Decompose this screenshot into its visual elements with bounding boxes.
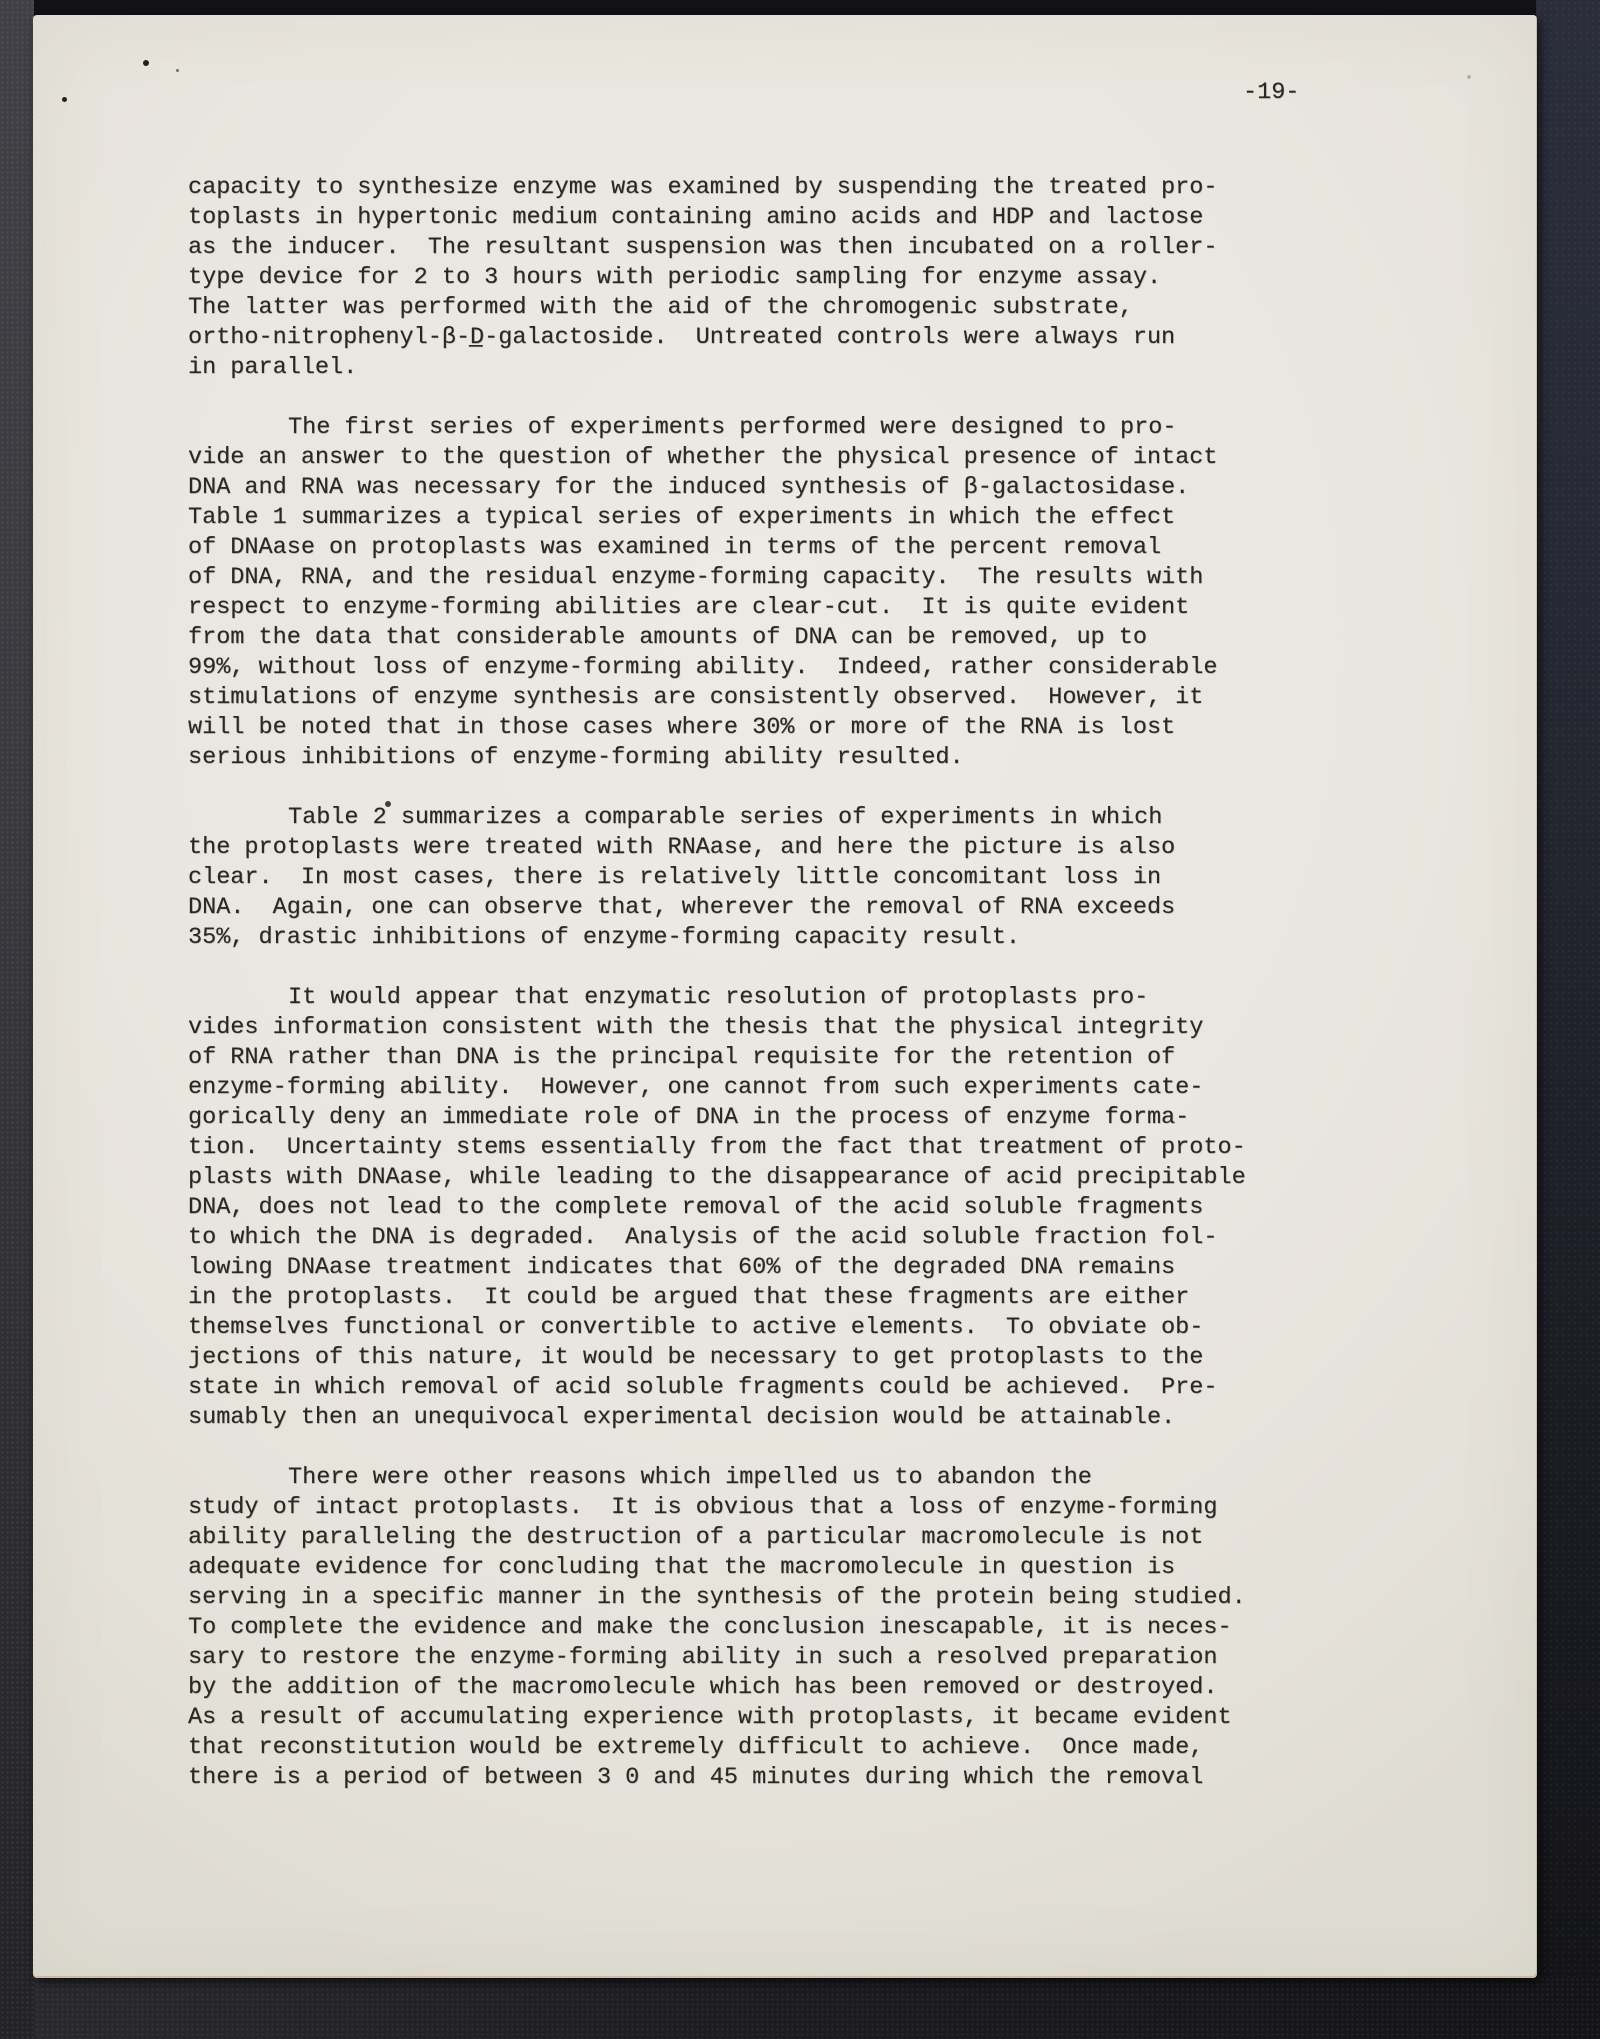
text-line: plasts with DNAase, while leading to the disappearance of acid precipitable — [188, 1164, 1246, 1191]
text-line: there is a period of between 3 0 and 45 minutes during which the removal — [188, 1764, 1204, 1791]
text-line: The first series of experiments performed were designed to pro- — [288, 414, 1177, 441]
text-line: as the inducer. The resultant suspension was then incubated on a roller- — [188, 234, 1218, 261]
text-line: serious inhibitions of enzyme-forming ability resulted. — [188, 744, 964, 771]
text-line: Table 1 summarizes a typical series of experiments in which the effect — [188, 504, 1176, 531]
text-line: 35%, drastic inhibitions of enzyme-forming capacity result. — [188, 924, 1021, 951]
text-line: that reconstitution would be extremely difficult to achieve. Once made, — [188, 1734, 1204, 1761]
text-line: It would appear that enzymatic resolution of protoplasts pro- — [288, 984, 1149, 1011]
text-line: adequate evidence for concluding that the macromolecule in question is — [188, 1554, 1176, 1581]
paragraph — [188, 1463, 1246, 1793]
text-line: sumably then an unequivocal experimental decision would be attainable. — [188, 1404, 1176, 1431]
page-number: -19- — [1243, 79, 1300, 106]
backdrop-left — [0, 0, 34, 2039]
paper-sheet — [33, 15, 1537, 1978]
text-line: of RNA rather than DNA is the principal requisite for the retention of — [188, 1044, 1176, 1071]
text-line: capacity to synthesize enzyme was examined by suspending the treated pro- — [188, 174, 1218, 201]
text-line: type device for 2 to 3 hours with periodic sampling for enzyme assay. — [188, 264, 1162, 291]
text-line: respect to enzyme-forming abilities are clear-cut. It is quite evident — [188, 594, 1190, 621]
text-line: jections of this nature, it would be necessary to get protoplasts to the — [188, 1344, 1204, 1371]
ink-speck — [176, 69, 179, 72]
text-line: ortho-nitrophenyl-β-D̲-galactoside. Untreated controls were always run — [188, 324, 1176, 351]
text-line: enzyme-forming ability. However, one cannot from such experiments cate- — [188, 1074, 1204, 1101]
text-line: state in which removal of acid soluble fragments could be achieved. Pre- — [188, 1374, 1218, 1401]
text-line: of DNAase on protoplasts was examined in terms of the percent removal — [188, 534, 1162, 561]
text-line: toplasts in hypertonic medium containing amino acids and HDP and lactose — [188, 204, 1204, 231]
text-line: in parallel. — [188, 354, 358, 381]
text-line: lowing DNAase treatment indicates that 60% of the degraded DNA remains — [188, 1254, 1176, 1281]
text-line: of DNA, RNA, and the residual enzyme-forming capacity. The results with — [188, 564, 1204, 591]
text-line: ability paralleling the destruction of a particular macromolecule is not — [188, 1524, 1204, 1551]
document-body — [188, 173, 1246, 1823]
text-line: by the addition of the macromolecule which has been removed or destroyed. — [188, 1674, 1218, 1701]
text-line: As a result of accumulating experience with protoplasts, it became evident — [188, 1704, 1232, 1731]
text-line: vide an answer to the question of whether the physical presence of intact — [188, 444, 1218, 471]
text-line: study of intact protoplasts. It is obvious that a loss of enzyme-forming — [188, 1494, 1218, 1521]
paragraph — [188, 983, 1246, 1433]
text-line: clear. In most cases, there is relatively little concomitant loss in — [188, 864, 1162, 891]
text-line: in the protoplasts. It could be argued that these fragments are either — [188, 1284, 1190, 1311]
text-line: The latter was performed with the aid of the chromogenic substrate, — [188, 294, 1133, 321]
backdrop-right — [1536, 0, 1600, 2039]
text-line: Table 2 summarizes a comparable series of experiments in which — [288, 804, 1163, 831]
ink-speck — [62, 97, 67, 102]
text-line: from the data that considerable amounts of DNA can be removed, up to — [188, 624, 1147, 651]
backdrop-bottom — [0, 1977, 1600, 2039]
text-line: to which the DNA is degraded. Analysis of the acid soluble fraction fol- — [188, 1224, 1218, 1251]
text-line: sary to restore the enzyme-forming ability in such a resolved preparation — [188, 1644, 1218, 1671]
text-line: gorically deny an immediate role of DNA in the process of enzyme forma- — [188, 1104, 1190, 1131]
paragraph — [188, 173, 1246, 383]
text-line: serving in a specific manner in the synthesis of the protein being studied. — [188, 1584, 1246, 1611]
text-line: the protoplasts were treated with RNAase, and here the picture is also — [188, 834, 1176, 861]
ink-speck — [143, 60, 149, 66]
text-line: themselves functional or convertible to active elements. To obviate ob- — [188, 1314, 1204, 1341]
text-line: DNA, does not lead to the complete removal of the acid soluble fragments — [188, 1194, 1204, 1221]
paragraph — [188, 413, 1246, 773]
text-line: vides information consistent with the thesis that the physical integrity — [188, 1014, 1204, 1041]
paragraph — [188, 803, 1246, 953]
ink-speck — [1467, 75, 1471, 79]
backdrop-top — [0, 0, 1600, 16]
text-line: will be noted that in those cases where 30% or more of the RNA is lost — [188, 714, 1176, 741]
text-line: 99%, without loss of enzyme-forming ability. Indeed, rather considerable — [188, 654, 1218, 681]
text-line: DNA. Again, one can observe that, wherever the removal of RNA exceeds — [188, 894, 1176, 921]
text-line: tion. Uncertainty stems essentially from the fact that treatment of proto- — [188, 1134, 1246, 1161]
text-line: There were other reasons which impelled us to abandon the — [288, 1464, 1092, 1491]
text-line: To complete the evidence and make the conclusion inescapable, it is neces- — [188, 1614, 1232, 1641]
text-line: DNA and RNA was necessary for the induced synthesis of β-galactosidase. — [188, 474, 1190, 501]
text-line: stimulations of enzyme synthesis are consistently observed. However, it — [188, 684, 1204, 711]
